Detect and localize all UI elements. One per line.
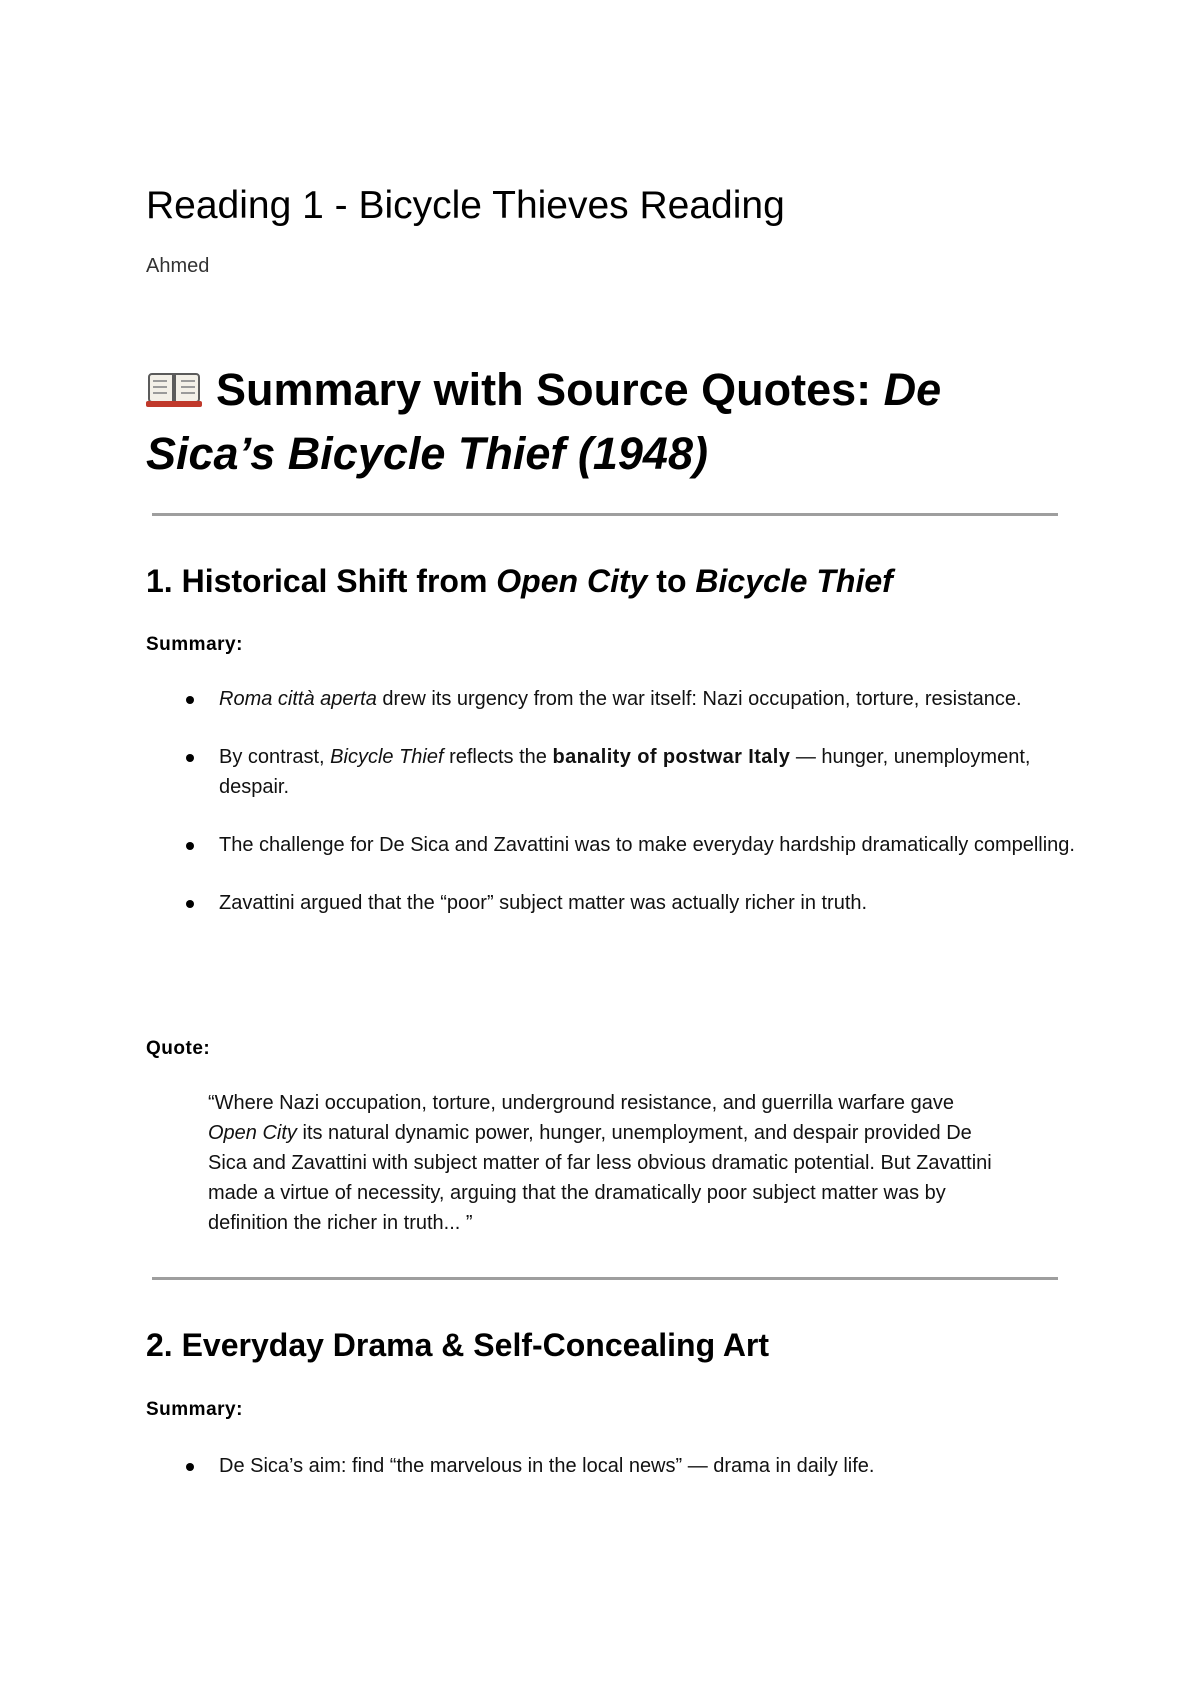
open-book-icon	[146, 369, 202, 409]
main-heading-italic: De Sica’s Bicycle Thief (1948)	[146, 364, 942, 479]
section-1-heading: 1. Historical Shift from Open City to Bicycle Thief	[146, 563, 893, 599]
section-1-summary-label: Summary:	[146, 634, 243, 655]
main-heading	[146, 358, 1076, 486]
section-2-bullet-list	[146, 1451, 1076, 1509]
document-title: Reading 1 - Bicycle Thieves Reading	[146, 184, 785, 227]
list-item: Roma città aperta drew its urgency from the war itself: Nazi occupation, torture, resistance.	[146, 684, 1076, 714]
block-quote: “Where Nazi occupation, torture, underground resistance, and guerrilla warfare gave Open City its natural dynamic power, hunger, unemployment, and despair provided De Sica and Zavattini with subject matter of far less obvious dramatic potential. But Zavattini made a virtue of necessity, arguing that the dramatically poor subject matter was by definition the richer in truth... ”	[208, 1092, 992, 1234]
section-2-summary-label: Summary:	[146, 1399, 243, 1420]
list-item: De Sica’s aim: find “the marvelous in the local news” — drama in daily life.	[146, 1451, 1076, 1481]
section-1-quote-label: Quote:	[146, 1038, 211, 1059]
horizontal-rule	[152, 513, 1058, 516]
section-1-bullet-list	[146, 684, 1076, 946]
main-heading-text: Summary with Source Quotes:	[216, 364, 884, 415]
list-item: By contrast, Bicycle Thief reflects the banality of postwar Italy — hunger, unemployment, despair.	[146, 742, 1076, 802]
list-item: The challenge for De Sica and Zavattini was to make everyday hardship dramatically compelling.	[146, 830, 1076, 860]
horizontal-rule	[152, 1277, 1058, 1280]
section-2-heading: 2. Everyday Drama & Self-Concealing Art	[146, 1327, 770, 1363]
list-item: Zavattini argued that the “poor” subject matter was actually richer in truth.	[146, 888, 1076, 918]
author-name: Ahmed	[146, 255, 210, 277]
